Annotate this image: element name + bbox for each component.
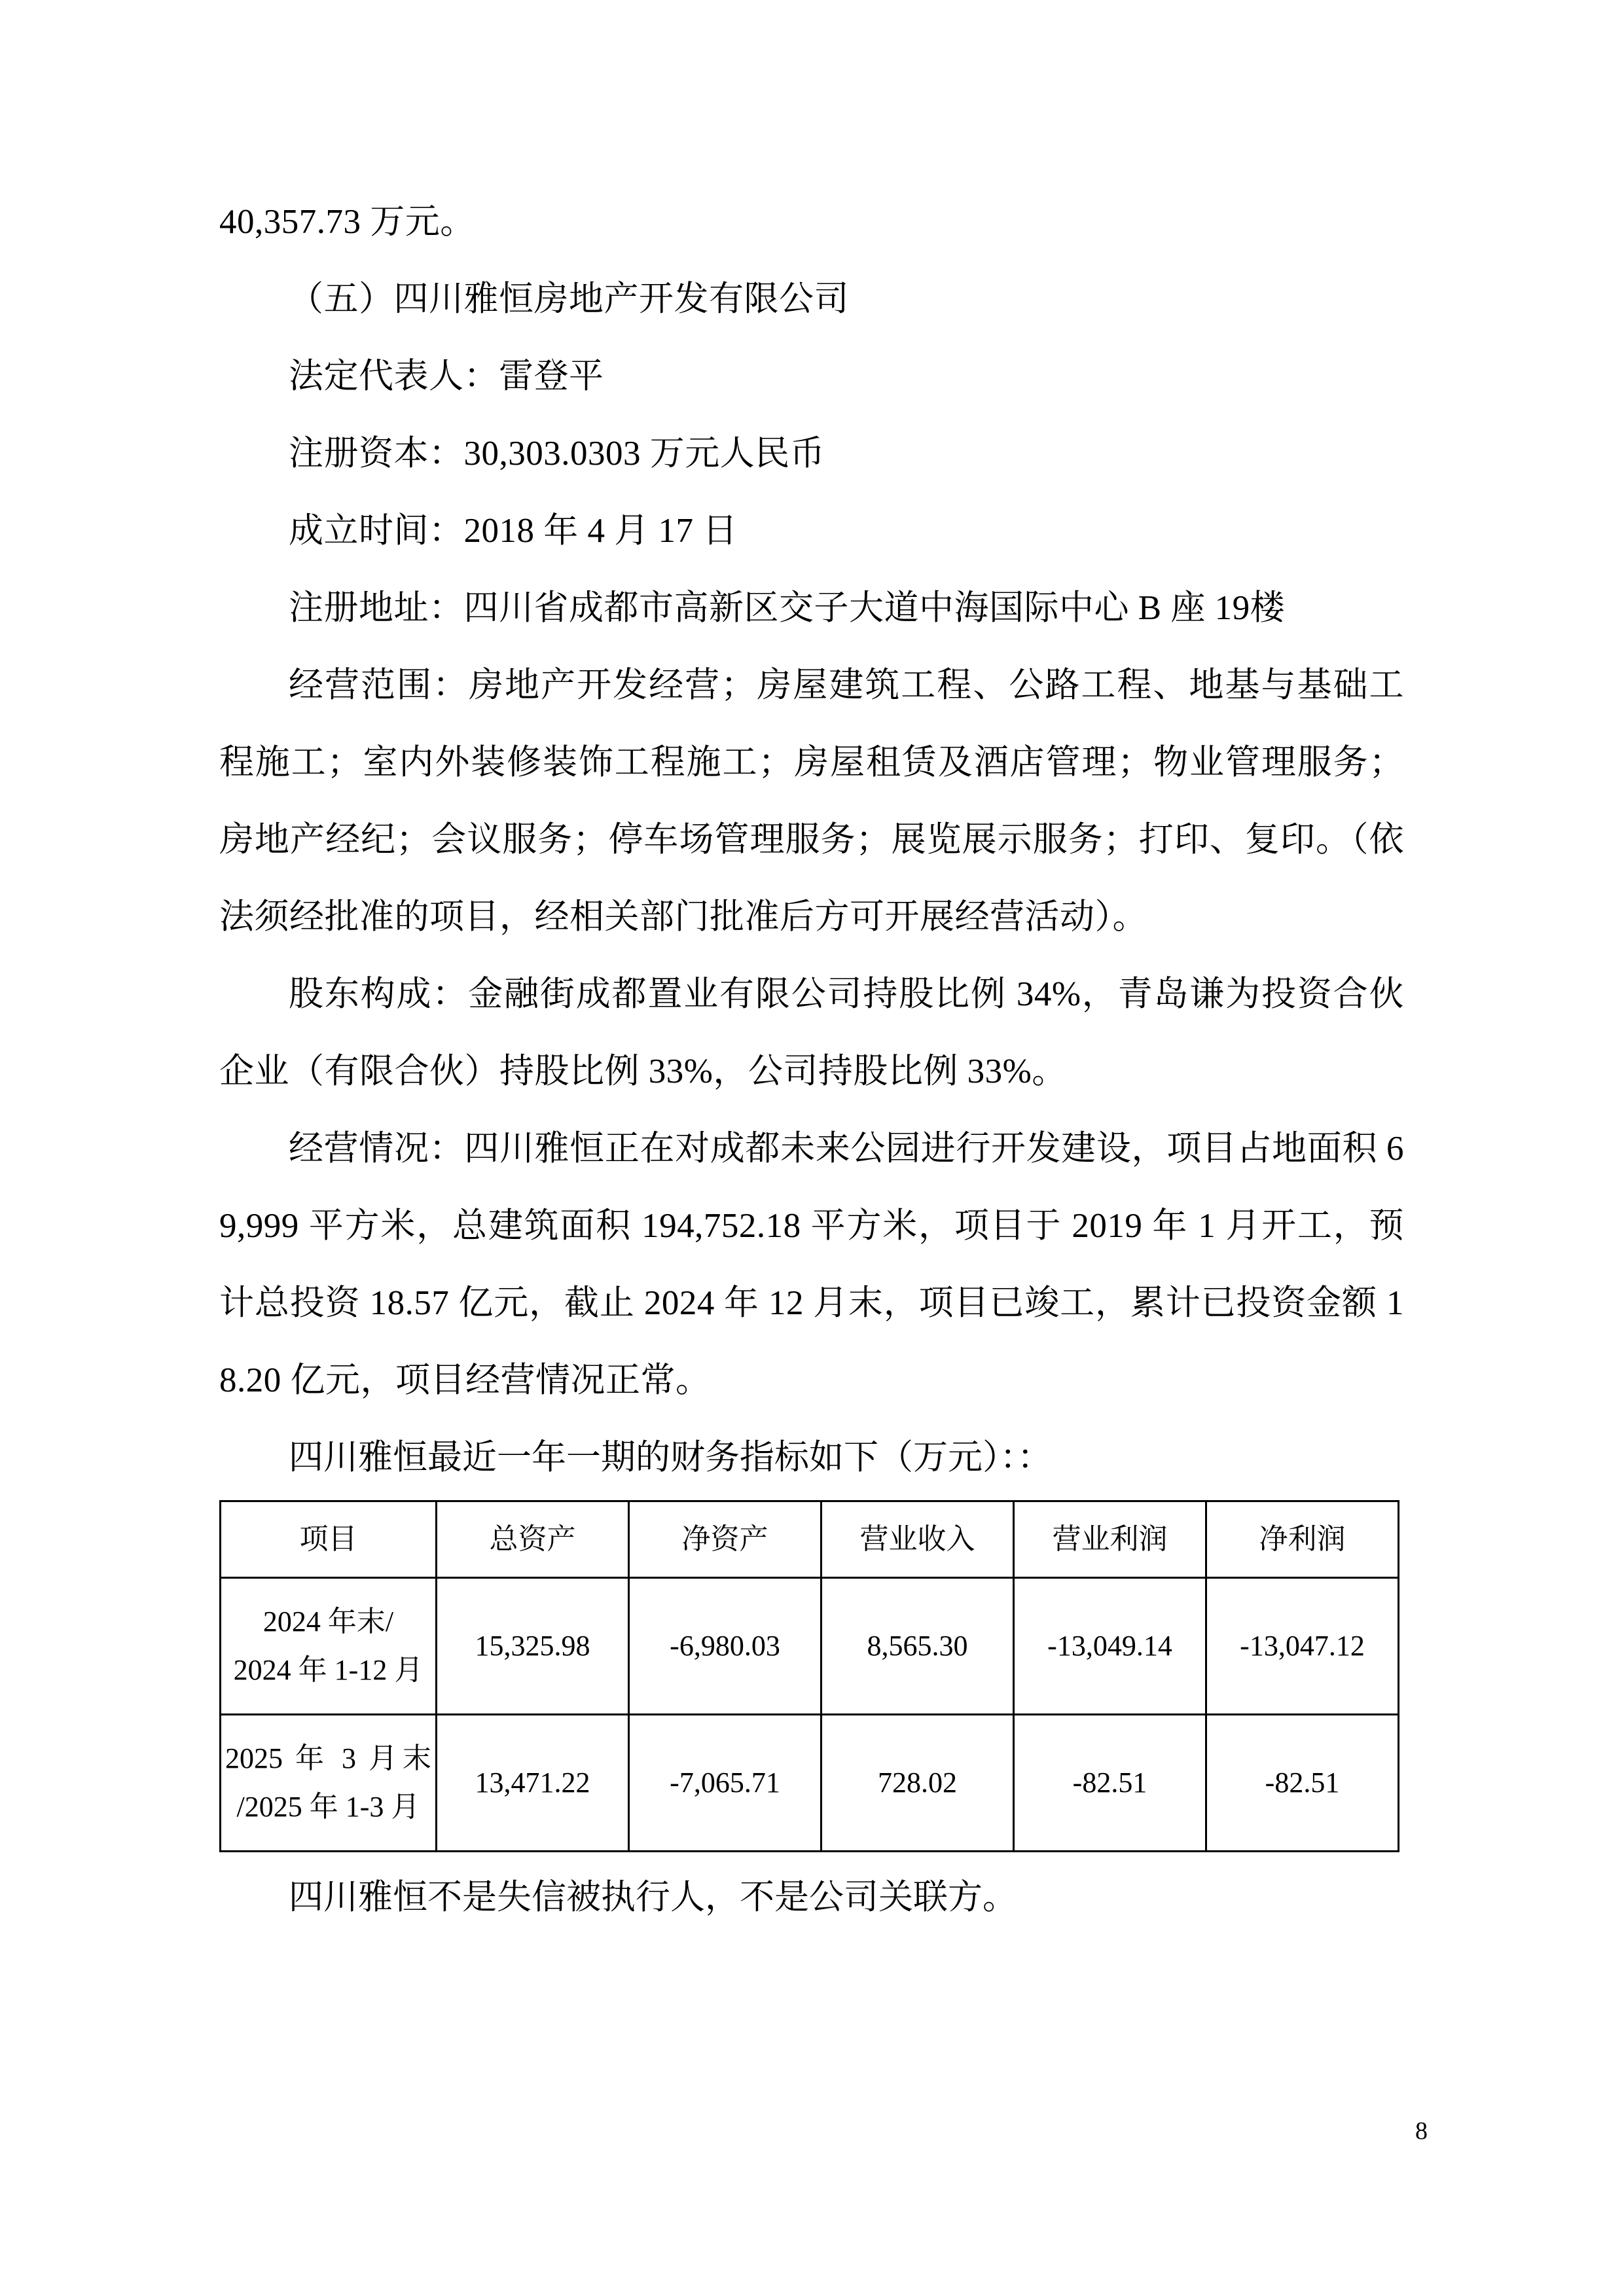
- column-header-revenue: 营业收入: [821, 1501, 1014, 1578]
- cell-net-assets: -7,065.71: [629, 1715, 821, 1852]
- column-header-operating-profit: 营业利润: [1014, 1501, 1206, 1578]
- establishment-date-field: 成立时间：2018 年 4 月 17 日: [289, 512, 738, 550]
- section-heading: （五）四川雅恒房地产开发有限公司: [289, 280, 849, 318]
- cell-total-assets: 15,325.98: [437, 1578, 629, 1715]
- row-label-line-2: 2024 年 1-12 月: [233, 1654, 424, 1686]
- table-row: [221, 1578, 1399, 1715]
- registered-capital-field: 注册资本：30,303.0303 万元人民币: [289, 435, 825, 473]
- cell-net-assets: -6,980.03: [629, 1578, 821, 1715]
- financial-indicators-table: [219, 1500, 1399, 1852]
- cell-net-profit: -13,047.12: [1206, 1578, 1399, 1715]
- operations-paragraph: 经营情况：四川雅恒正在对成都未来公园进行开发建设，项目占地面积 69,999 平方米，总建筑面积 194,752.18 平方米，项目于 2019 年 1 月开工，预计总投资 18.57 亿元，截止 2024 年 12 月末，项目已竣工，累计已投资金额 18.20 亿元，项目经营情况正常。: [219, 1130, 1404, 1399]
- page-content: [219, 183, 1404, 1936]
- table-header-row: [221, 1501, 1399, 1578]
- row-label-2025: [221, 1715, 437, 1852]
- row-label-line-2: /2025 年 1-3 月: [236, 1791, 420, 1823]
- cell-net-profit: -82.51: [1206, 1715, 1399, 1852]
- column-header-item: 项目: [221, 1501, 437, 1578]
- cell-revenue: 728.02: [821, 1715, 1014, 1852]
- column-header-net-profit: 净利润: [1206, 1501, 1399, 1578]
- table-row: [221, 1715, 1399, 1852]
- business-scope-paragraph: 经营范围：房地产开发经营；房屋建筑工程、公路工程、地基与基础工程施工；室内外装修装饰工程施工；房屋租赁及酒店管理；物业管理服务；房地产经纪；会议服务；停车场管理服务；展览展示服务；打印、复印。（依法须经批准的项目，经相关部门批准后方可开展经营活动）。: [219, 666, 1404, 936]
- spacer: [219, 1852, 1404, 1859]
- registered-address-field: 注册地址：四川省成都市高新区交子大道中海国际中心 B 座 19楼: [289, 589, 1286, 627]
- cell-revenue: 8,565.30: [821, 1578, 1014, 1715]
- row-label-2024: [221, 1578, 437, 1715]
- legal-representative-field: 法定代表人：雷登平: [289, 357, 604, 395]
- table-caption: 四川雅恒最近一年一期的财务指标如下（万元）：：: [289, 1439, 1052, 1477]
- cell-total-assets: 13,471.22: [437, 1715, 629, 1852]
- continuation-line: 40,357.73 万元。: [219, 203, 475, 241]
- shareholder-composition-paragraph: 股东构成：金融街成都置业有限公司持股比例 34%，青岛谦为投资合伙企业（有限合伙）持股比例 33%，公司持股比例 33%。: [219, 975, 1404, 1090]
- column-header-net-assets: 净资产: [629, 1501, 821, 1578]
- row-label-line-1: 2024 年末/: [262, 1605, 394, 1638]
- column-header-total-assets: 总资产: [437, 1501, 629, 1578]
- cell-operating-profit: -82.51: [1014, 1715, 1206, 1852]
- closing-statement: 四川雅恒不是失信被执行人，不是公司关联方。: [289, 1878, 1017, 1916]
- row-label-line-1: 2025 年 3 月末: [225, 1742, 431, 1774]
- page-number: 8: [1415, 2117, 1428, 2145]
- cell-operating-profit: -13,049.14: [1014, 1578, 1206, 1715]
